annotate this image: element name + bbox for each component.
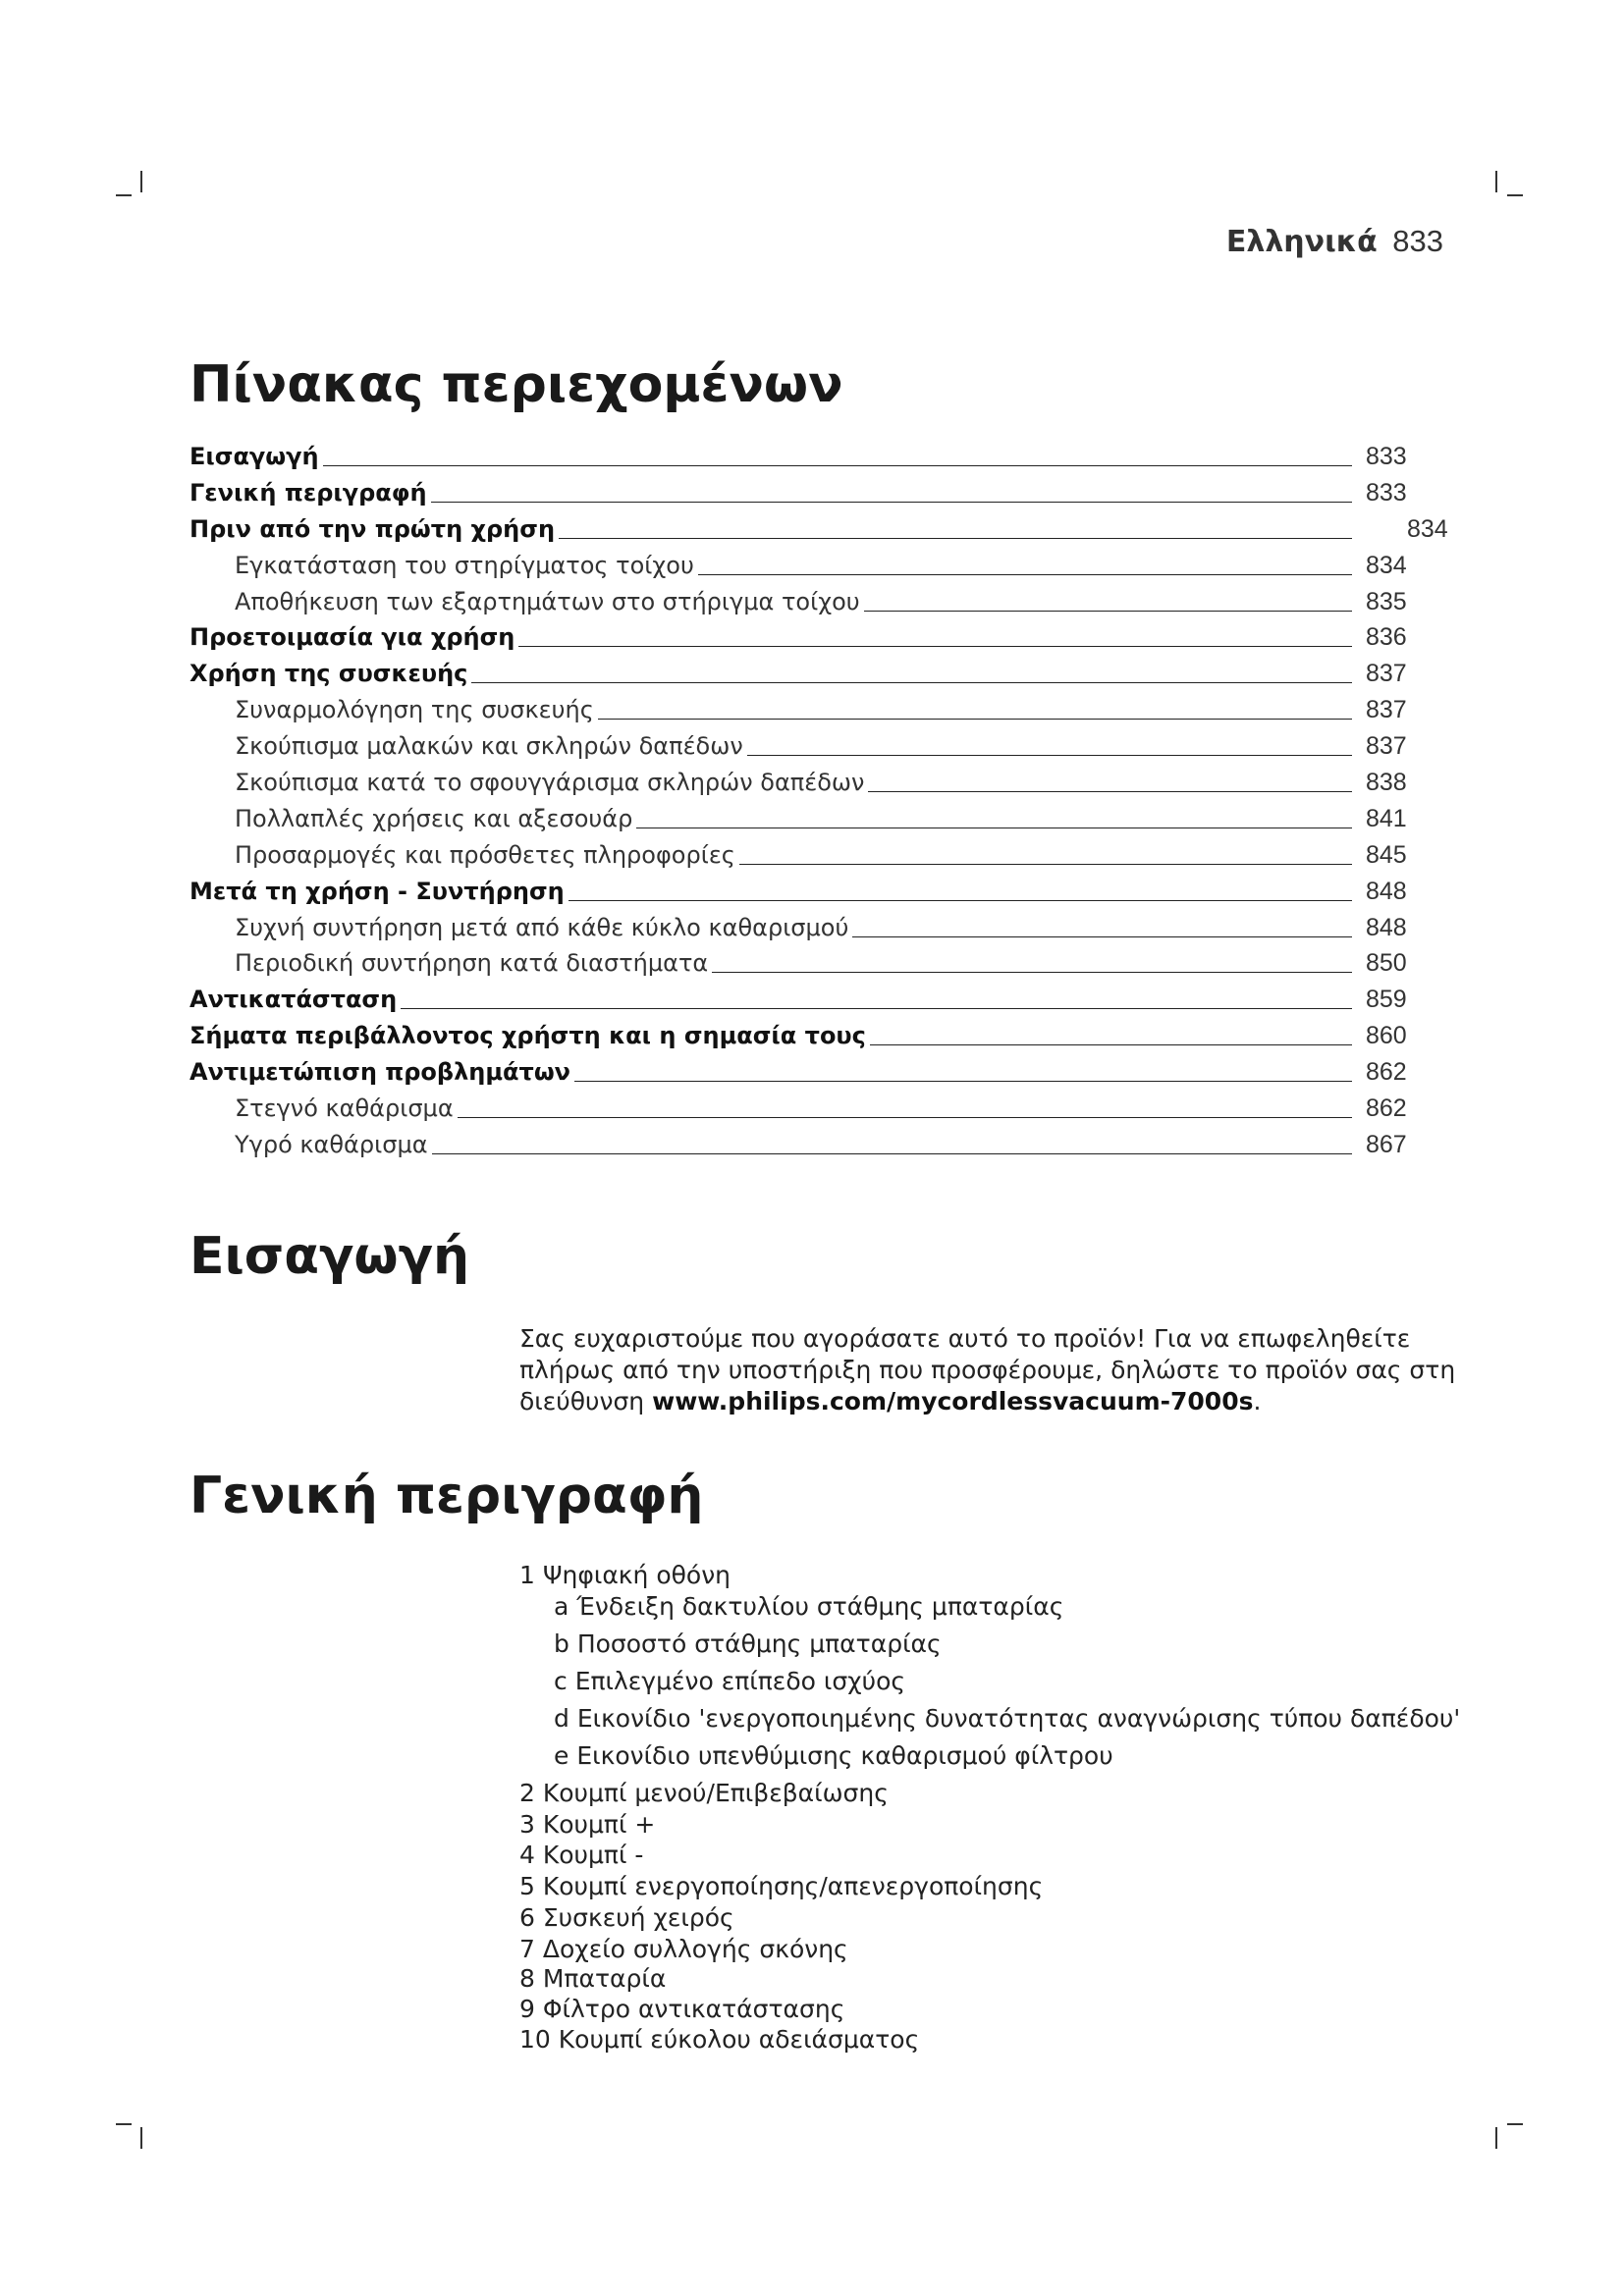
overview-item: 5 Κουμπί ενεργοποίησης/απενεργοποίησης bbox=[519, 1872, 1044, 1900]
toc-entry-label: Αποθήκευση των εξαρτημάτων στο στήριγμα τοίχου bbox=[235, 587, 860, 615]
toc-leader-line bbox=[747, 755, 1352, 756]
toc-entry-label: Πολλαπλές χρήσεις και αξεσουάρ bbox=[235, 804, 633, 832]
toc-entry-page: 867 bbox=[1366, 1130, 1407, 1158]
table-of-contents bbox=[189, 442, 1452, 1166]
toc-entry[interactable] bbox=[189, 551, 1452, 587]
toc-leader-line bbox=[712, 972, 1352, 973]
toc-entry-page: 845 bbox=[1366, 840, 1407, 869]
toc-entry[interactable] bbox=[189, 913, 1452, 949]
toc-leader-line bbox=[471, 682, 1352, 683]
toc-entry-page: 850 bbox=[1366, 949, 1407, 978]
toc-entry-page: 835 bbox=[1366, 587, 1407, 615]
crop-mark-bottom-right-h bbox=[1507, 2123, 1523, 2125]
overview-subitem: a Ένδειξη δακτυλίου στάθμης μπαταρίας bbox=[554, 1592, 1064, 1621]
toc-leader-line bbox=[864, 611, 1352, 612]
toc-leader-line bbox=[868, 791, 1352, 792]
crop-mark-bottom-left-v bbox=[140, 2127, 142, 2149]
overview-subitem: e Εικονίδιο υπενθύμισης καθαρισμού φίλτρου bbox=[554, 1741, 1113, 1770]
toc-leader-line bbox=[698, 574, 1352, 575]
toc-leader-line bbox=[432, 1153, 1352, 1154]
toc-entry[interactable] bbox=[189, 442, 1452, 478]
toc-entry[interactable] bbox=[189, 622, 1452, 659]
toc-entry-page: 862 bbox=[1366, 1058, 1407, 1087]
toc-entry[interactable] bbox=[189, 695, 1452, 731]
toc-leader-line bbox=[458, 1117, 1352, 1118]
toc-entry-label: Εγκατάσταση του στηρίγματος τοίχου bbox=[235, 551, 694, 579]
toc-entry-label: Σήματα περιβάλλοντος χρήστη και η σημασία τους bbox=[189, 1022, 866, 1050]
toc-entry-label: Συναρμολόγηση της συσκευής bbox=[235, 696, 594, 724]
toc-leader-line bbox=[559, 538, 1352, 539]
toc-entry-label: Προετοιμασία για χρήση bbox=[189, 623, 515, 652]
toc-entry[interactable] bbox=[189, 948, 1452, 985]
toc-entry[interactable] bbox=[189, 1057, 1452, 1094]
toc-entry-page: 848 bbox=[1366, 877, 1407, 905]
toc-entry-page: 833 bbox=[1366, 443, 1407, 470]
intro-suffix: . bbox=[1253, 1387, 1262, 1415]
toc-entry-label: Εισαγωγή bbox=[189, 443, 319, 470]
header-language: Ελληνικά bbox=[1225, 225, 1378, 259]
toc-entry[interactable] bbox=[189, 478, 1452, 514]
crop-mark-bottom-left-h bbox=[116, 2123, 132, 2125]
toc-entry-page: 837 bbox=[1366, 660, 1407, 688]
toc-entry[interactable] bbox=[189, 877, 1452, 913]
overview-item: 9 Φίλτρο αντικατάστασης bbox=[519, 1995, 845, 2023]
toc-leader-line bbox=[739, 864, 1352, 865]
toc-leader-line bbox=[852, 936, 1352, 937]
page-header bbox=[1226, 224, 1443, 259]
toc-entry-page: 860 bbox=[1366, 1022, 1407, 1050]
overview-item: 8 Μπαταρία bbox=[519, 1964, 667, 1993]
crop-mark-top-left-h bbox=[116, 194, 132, 196]
toc-entry[interactable] bbox=[189, 1094, 1452, 1130]
registration-link[interactable]: www.philips.com/mycordlessvacuum-7000s bbox=[652, 1387, 1254, 1415]
toc-entry[interactable] bbox=[189, 1130, 1452, 1166]
intro-heading: Εισαγωγή bbox=[189, 1227, 470, 1286]
crop-mark-top-right-h bbox=[1507, 194, 1523, 196]
toc-title: Πίνακας περιεχομένων bbox=[189, 355, 843, 414]
toc-entry[interactable] bbox=[189, 804, 1452, 840]
crop-mark-top-left-v bbox=[140, 171, 142, 192]
toc-entry-label: Πριν από την πρώτη χρήση bbox=[189, 514, 556, 543]
toc-entry[interactable] bbox=[189, 731, 1452, 768]
toc-entry-label: Αντικατάσταση bbox=[189, 986, 398, 1014]
overview-item: 2 Κουμπί μενού/Επιβεβαίωσης bbox=[519, 1779, 889, 1807]
toc-leader-line bbox=[323, 465, 1352, 466]
toc-entry-page: 834 bbox=[1366, 551, 1407, 579]
toc-entry[interactable] bbox=[189, 659, 1452, 695]
toc-leader-line bbox=[870, 1044, 1352, 1045]
toc-entry-label: Χρήση της συσκευής bbox=[189, 660, 468, 688]
toc-leader-line bbox=[568, 900, 1352, 901]
toc-entry-label: Αντιμετώπιση προβλημάτων bbox=[189, 1058, 571, 1087]
overview-subitem: c Επιλεγμένο επίπεδο ισχύος bbox=[554, 1667, 906, 1695]
overview-item: 1 Ψηφιακή οθόνη bbox=[519, 1561, 731, 1589]
crop-mark-bottom-right-v bbox=[1495, 2127, 1497, 2149]
overview-item: 4 Κουμπί - bbox=[519, 1841, 644, 1869]
toc-leader-line bbox=[431, 502, 1352, 503]
toc-entry-page: 837 bbox=[1366, 732, 1407, 761]
header-page-number: 833 bbox=[1392, 224, 1443, 258]
toc-entry-label: Σκούπισμα κατά το σφουγγάρισμα σκληρών δαπέδων bbox=[235, 769, 865, 797]
toc-entry-page: 834 bbox=[1407, 514, 1448, 543]
toc-leader-line bbox=[401, 1008, 1352, 1009]
toc-entry[interactable] bbox=[189, 587, 1452, 623]
overview-item: 7 Δοχείο συλλογής σκόνης bbox=[519, 1935, 848, 1963]
toc-leader-line bbox=[518, 646, 1352, 647]
overview-item: 3 Κουμπί + bbox=[519, 1810, 656, 1839]
toc-entry-page: 837 bbox=[1366, 696, 1407, 724]
overview-heading: Γενική περιγραφή bbox=[189, 1467, 704, 1525]
toc-entry[interactable] bbox=[189, 840, 1452, 877]
toc-entry[interactable] bbox=[189, 1021, 1452, 1057]
toc-entry-label: Σκούπισμα μαλακών και σκληρών δαπέδων bbox=[235, 732, 743, 761]
intro-paragraph bbox=[519, 1323, 1462, 1417]
toc-entry-page: 836 bbox=[1366, 623, 1407, 652]
toc-entry[interactable] bbox=[189, 768, 1452, 804]
toc-entry-page: 838 bbox=[1366, 769, 1407, 797]
toc-entry-label: Μετά τη χρήση - Συντήρηση bbox=[189, 877, 565, 905]
toc-entry-page: 848 bbox=[1366, 913, 1407, 941]
intro-text: Σας ευχαριστούμε που αγοράσατε αυτό το προϊόν! Για να επωφεληθείτε πλήρως από την υποστήριξη που προσφέρουμε, δηλώστε το προϊόν σας στη διεύθυνση bbox=[519, 1324, 1456, 1415]
toc-entry[interactable] bbox=[189, 514, 1452, 551]
toc-leader-line bbox=[598, 719, 1352, 720]
overview-subitem: d Εικονίδιο 'ενεργοποιημένης δυνατότητας αναγνώρισης τύπου δαπέδου' bbox=[554, 1704, 1461, 1733]
toc-entry-label: Στεγνό καθάρισμα bbox=[235, 1095, 454, 1123]
overview-item: 6 Συσκευή χειρός bbox=[519, 1903, 734, 1932]
toc-entry-page: 859 bbox=[1366, 986, 1407, 1014]
toc-leader-line bbox=[574, 1081, 1352, 1082]
toc-entry-label: Υγρό καθάρισμα bbox=[235, 1130, 428, 1158]
toc-entry-label: Προσαρμογές και πρόσθετες πληροφορίες bbox=[235, 840, 735, 869]
crop-mark-top-right-v bbox=[1495, 171, 1497, 192]
toc-entry-label: Περιοδική συντήρηση κατά διαστήματα bbox=[235, 949, 709, 978]
toc-entry-label: Συχνή συντήρηση μετά από κάθε κύκλο καθαρισμού bbox=[235, 913, 849, 941]
overview-item: 10 Κουμπί εύκολου αδειάσματος bbox=[519, 2025, 920, 2054]
overview-subitem: b Ποσοστό στάθμης μπαταρίας bbox=[554, 1629, 942, 1658]
toc-entry-page: 862 bbox=[1366, 1095, 1407, 1123]
toc-entry-label: Γενική περιγραφή bbox=[189, 478, 427, 507]
toc-entry-page: 833 bbox=[1366, 478, 1407, 507]
toc-entry-page: 841 bbox=[1366, 804, 1407, 832]
toc-entry[interactable] bbox=[189, 985, 1452, 1021]
